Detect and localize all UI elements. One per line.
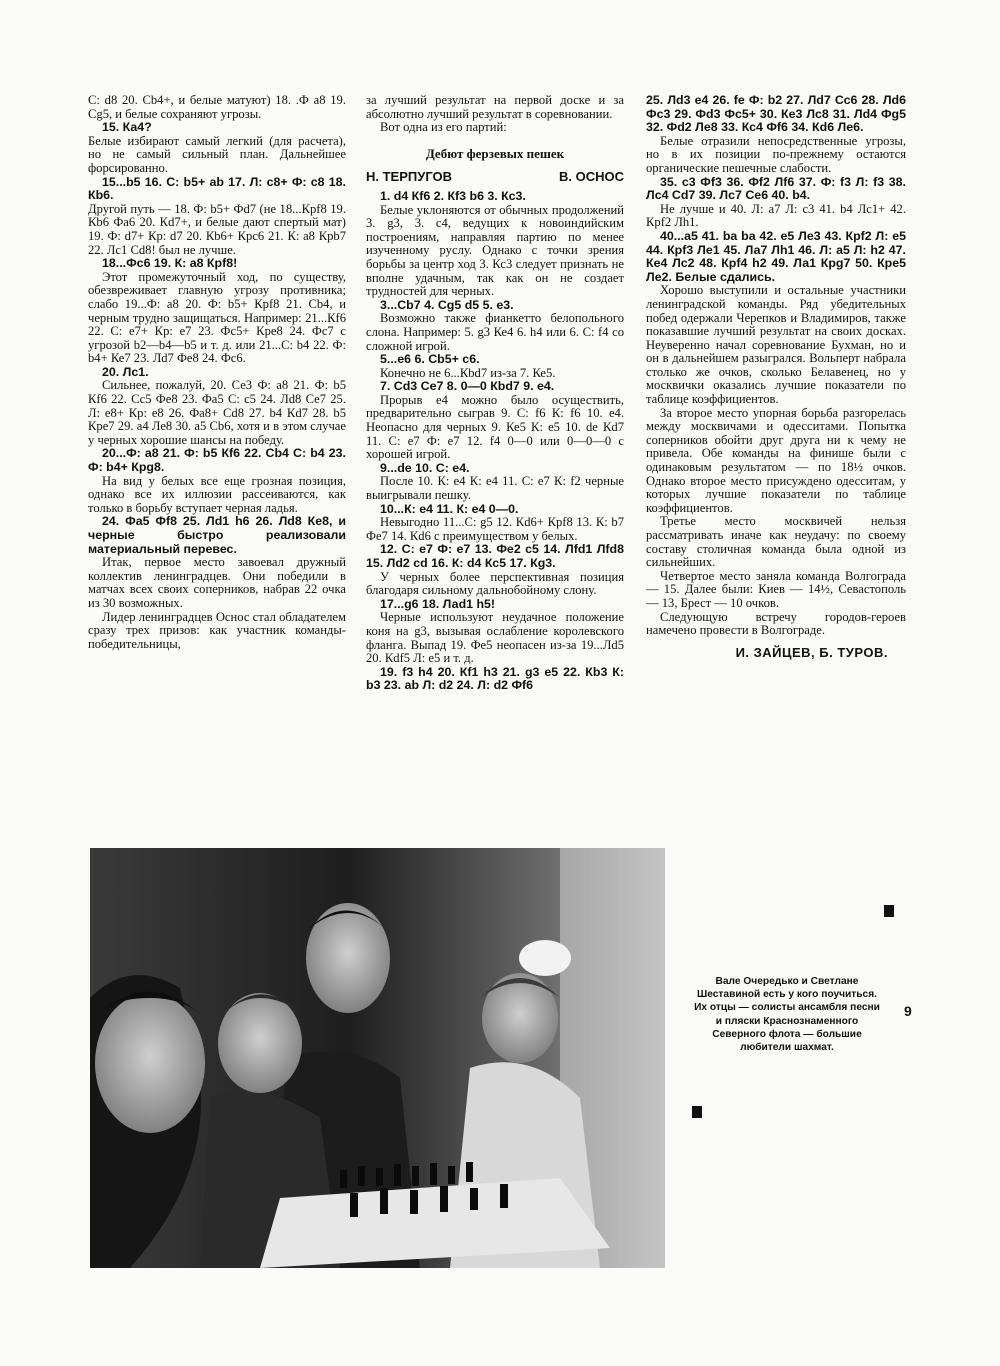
article-authors: И. ЗАЙЦЕВ, Б. ТУРОВ.	[735, 644, 888, 660]
game-intro	[366, 94, 624, 135]
chess-moves: 25. Лd3 e4 26. fe Ф: b2 27. Лd7 Сс6 28. Лd6 Фс3 29. Фd3 Фс5+ 30. Ке3 Лс8 31. Лd4 Фg5 32. Фd2 Ле8 33. Кс4 Фf6 34. Кd6 Ле6.	[646, 93, 906, 135]
chess-moves: 20...Ф: a8 21. Ф: b5 Кf6 22. Сb4 С: b4 23. Ф: b4+ Крg8.	[88, 446, 346, 475]
decorative-square	[692, 1106, 702, 1118]
paragraph: Возможно также фианкетто белопольного слона. Например: 5. g3 Ке4 6. h4 или 6. С: f4 со сложной игрой.	[366, 311, 624, 353]
chess-moves: 1. d4 Кf6 2. Кf3 b6 3. Кс3.	[380, 188, 526, 203]
chess-moves: 19. f3 h4 20. Кf1 h3 21. g3 e5 22. Кb3 К: b3 23. ab Л: d2 24. Л: d2 Фf6	[366, 664, 624, 693]
text-column-2	[366, 94, 624, 693]
opening-title: Дебют ферзевых пешек	[425, 145, 565, 161]
paragraph: Конечно не 6...Кbd7 из-за 7. Ке5.	[380, 365, 556, 380]
paragraph: Невыгодно 11...С: g5 12. Кd6+ Крf8 13. К: b7 Фе7 14. Кd6 с преимуществом у белых.	[366, 515, 624, 543]
paragraph: Хорошо выступили и остальные участники ленинградской команды. Ряд убедительных побед одержали Черепков и Владимиров, также показавшие лучший результат на своих досках. Неуверенно начал соревнование Бухман, но и он в дальнейшем разыгрался. Вольперт набрала столько же очков, сколько Белавенец, но у москвички оказались лучшие показатели по таблице коэффициентов.	[646, 283, 906, 407]
page-number: 9	[904, 1003, 912, 1019]
paragraph: Не лучше и 40. Л: a7 Л: c3 41. b4 Лс1+ 42. Крf2 Лh1.	[646, 201, 906, 230]
paragraph: Третье место москвичей нельзя рассматривать иначе как неудачу: по своему составу столичная команда была одной из сильнейших.	[646, 514, 906, 570]
photo-caption: Вале Очередько и Светлане Шеставиной есть у кого поучиться. Их отцы — солисты ансамбля песни и пляски Краснознаменного Северного флота — большие любители шахмат.	[694, 976, 880, 1054]
paragraph: за лучший результат на первой доске и за абсолютно лучший результат в соревновании.	[366, 93, 624, 121]
decorative-square	[884, 905, 894, 917]
white-player: Н. ТЕРПУГОВ	[366, 169, 453, 185]
paragraph: За второе место упорная борьба разгорелась между москвичами и одесситами. Попытка соперников обойти друг друга ни к чему не привела. Обе команды на финише были с одинаковым результатом — по 18½ очков. Однако второе место присуждено одесситам, у которых лучшие показатели по таблице коэффициентов.	[646, 405, 906, 515]
chess-moves: 15. Ка4?	[102, 120, 152, 135]
chess-moves: 15...b5 16. С: b5+ ab 17. Л: c8+ Ф: c8 18. Кb6.	[88, 174, 346, 203]
paragraph: Другой путь — 18. Ф: b5+ Фd7 (не 18...Крf8 19. Кb6 Фа6 20. Кd7+, и белые дают спертый мат) 19. Ф: d7+ Кр: d7 20. Кb6+ Крс6 21. К: a8 Крb7 22. Лс1 Сd8! был не лучше.	[88, 201, 346, 257]
chess-moves: 10...К: e4 11. К: e4 0—0.	[380, 501, 519, 516]
chess-moves: 5...e6 6. Сb5+ c6.	[380, 352, 480, 367]
paragraph: Этот промежуточный ход, по существу, обезвреживает главную угрозу противника; слабо 19...Ф: a8 20. Ф: b5+ Крf8 21. Сb4, и черным трудно защищаться. Например: 21...Кf6 22. С: e7+ Кр: e7 23. Фс5+ Кре8 24. Фс7 с угрозой b2—b4—b5 и т. д. или 21...С: b4 22. Ф: b4+ Ке7 23. Лd7 Фе8 24. Фс6.	[88, 269, 346, 366]
paragraph: У черных более перспективная позиция благодаря сильному дальнобойному слону.	[366, 569, 624, 598]
article-conclusion	[646, 94, 906, 638]
chess-moves: 24. Фа5 Фf8 25. Лd1 h6 26. Лd8 Ке8, и черные быстро реализовали материальный перевес.	[88, 514, 346, 556]
paragraph: С: d8 20. Сb4+, и белые матуют) 18. .Ф a8 19. Сg5, и белые сохраняют угрозы.	[88, 93, 346, 121]
chess-players-photo	[90, 848, 665, 1268]
chess-moves: 3...Сb7 4. Сg5 d5 5. e3.	[380, 297, 514, 312]
text-column-3	[646, 94, 906, 659]
paragraph: Четвертое место заняла команда Волгограда — 15. Далее были: Киев — 14½, Севастополь — 13, Брест — 10 очков.	[646, 568, 906, 610]
paragraph: Белые отразили непосредственные угрозы, но в их позиции по-прежнему остаются органические пешечные слабости.	[646, 133, 906, 175]
chess-moves: 7. Сd3 Се7 8. 0—0 Кbd7 9. e4.	[380, 379, 555, 394]
paragraph: Вот одна из его партий:	[380, 120, 507, 135]
photo-illustration	[90, 848, 665, 1268]
chess-moves: 12. С: e7 Ф: e7 13. Фе2 c5 14. Лfd1 Лfd8 15. Лd2 cd 16. К: d4 Кс5 17. Кg3.	[366, 542, 624, 570]
paragraph: Прорыв e4 можно было осуществить, предварительно сыграв 9. С: f6 К: f6 10. e4. Неопасно для черных 9. Ке5 К: e5 10. de Кd7 11. С: e7 Ф: e7 12. f4 0—0 или 0—0—0 с хорошей игрой.	[366, 392, 624, 462]
chess-moves: 18...Фс6 19. К: a8 Крf8!	[102, 256, 238, 271]
paragraph: Сильнее, пожалуй, 20. Се3 Ф: a8 21. Ф: b5 Кf6 22. Сс5 Фе8 23. Фа5 С: c5 24. Лd8 Се7 25. Л: e8+ Кр: e8 26. Фа8+ Сd8 27. b4 Кd7 28. b5 Кре7 29. a4 Ле8 30. a5 Сb6, хотя и в этом случае у черных хорошие шансы на победу.	[88, 378, 346, 447]
black-player: В. ОСНОС	[559, 169, 624, 185]
paragraph: Следующую встречу городов-героев намечено провести в Волгограде.	[646, 609, 906, 638]
paragraph: Белые уклоняются от обычных продолжений 3. g3, 3. c4, ведущих к новоиндийским построениям, направляя партию по менее изученному руслу. Однако с точки зрения борьбы за центр ход 3. Кс3 следует признать не вполне удачным, так как он не создает трудностей для черных.	[366, 202, 624, 299]
paragraph: После 10. К: e4 К: e4 11. С: e7 К: f2 черные выигрывали пешку.	[366, 474, 624, 503]
chess-moves: 20. Лс1.	[102, 364, 149, 379]
paragraph: Итак, первое место завоевал дружный коллектив ленинградцев. Они победили в матчах всех своих соперников, набрав 22 очка из 30 возможных.	[88, 555, 346, 610]
paragraph: Лидер ленинградцев Оснос стал обладателем сразу трех призов: как участник команды-победительницы,	[88, 609, 346, 651]
paragraph: Белые избирают самый легкий (для расчета), но не самый сильный план. Дальнейшее форсированно.	[88, 133, 346, 175]
chess-moves: 17...g6 18. Лаd1 h5!	[380, 596, 496, 611]
chess-moves: 9...de 10. С: e4.	[380, 460, 470, 475]
players-line	[366, 170, 624, 184]
chess-moves: 40...a5 41. ba ba 42. e5 Ле3 43. Крf2 Л: e5 44. Крf3 Ле1 45. Ла7 Лh1 46. Л: a5 Л: h2 47. Ке4 Лс2 48. Крf4 h2 49. Ла1 Крg7 50. Кре5 Ле2. Белые сдались.	[646, 228, 906, 284]
paragraph: На вид у белых все еще грозная позиция, однако все их иллюзии рассеиваются, как только в борьбу вступает черная ладья.	[88, 473, 346, 515]
game-annotations	[366, 190, 624, 693]
text-column-1	[88, 94, 346, 651]
chess-moves: 35. c3 Фf3 36. Фf2 Лf6 37. Ф: f3 Л: f3 38. Лс4 Сd7 39. Лс7 Се6 40. b4.	[646, 174, 906, 203]
paragraph: Черные используют неудачное положение коня на g3, вызывая ослабление королевского фланга. Выпад 19. Фе5 неопасен из-за 19...Лd5 20. Кdf5 Л: e5 и т. д.	[366, 610, 624, 666]
